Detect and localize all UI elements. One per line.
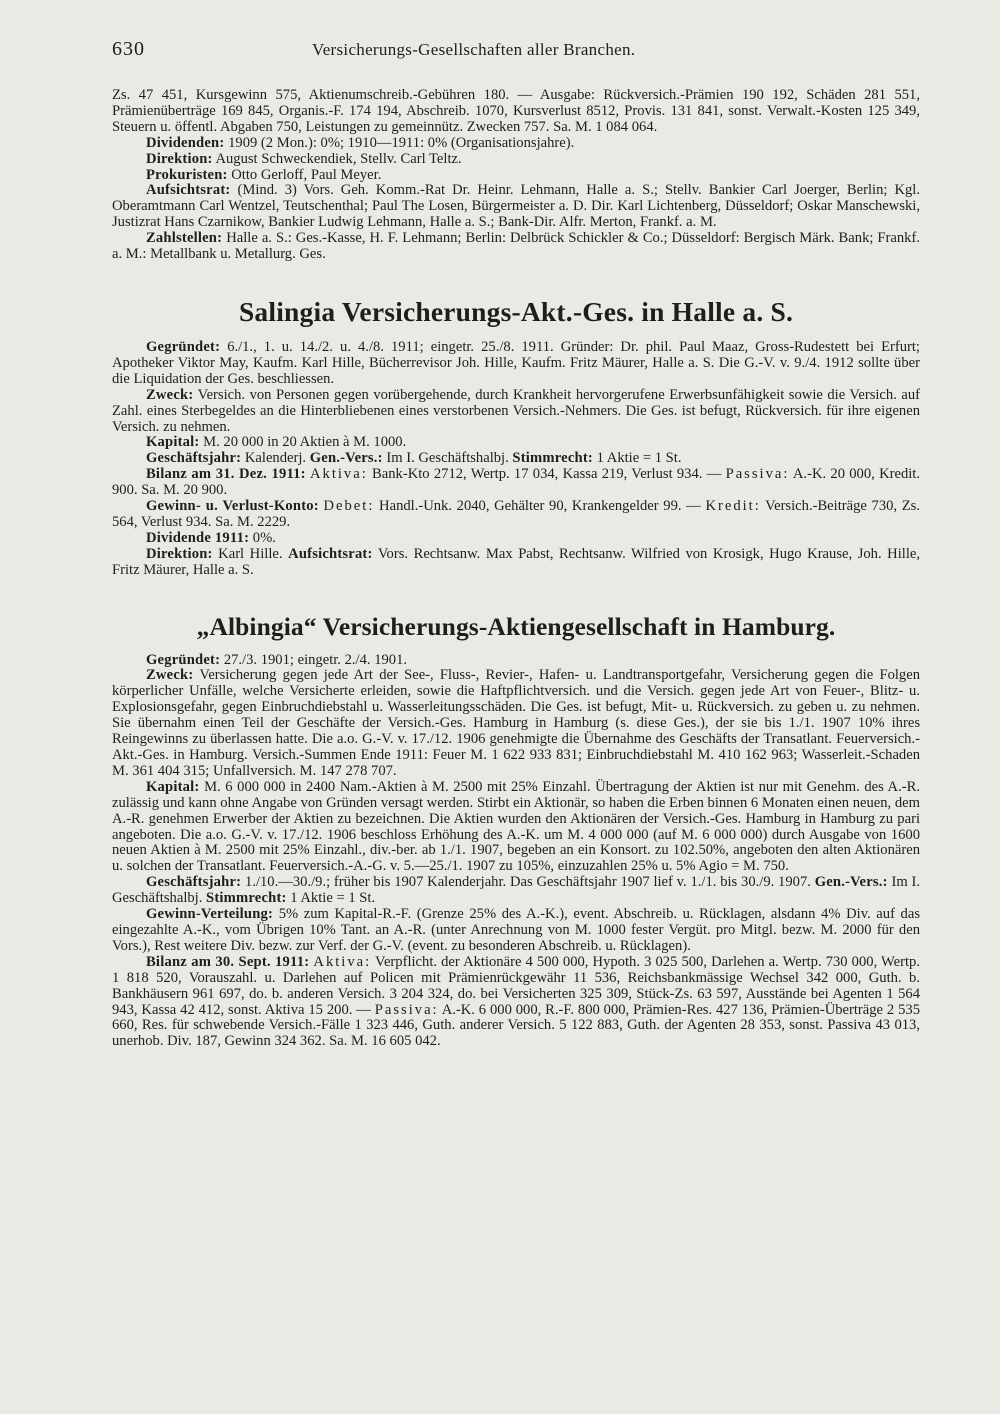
prev-finance-paragraph: Zs. 47 451, Kursgewinn 575, Aktienumschreib.-Gebühren 180. — Ausgabe: Rückversich.-Prämien 190 192, Schäden 281 551, Prämienüberträge 169 845, Organis.-F. 174 194, Abschreib. 1070, Kursverlust 8512, Provis. 131 841, sonst. Verwalt.-Kosten 125 349, Steuern u. öffentl. Abgaben 750, Leistungen zu gemeinnütz. Zwecken 757. Sa. M. 1 084 064. — [112, 87, 920, 135]
albingia-profit-text: 5% zum Kapital-R.-F. (Grenze 25% des A.-K.), event. Abschreib. u. Rücklagen, alsdann 4% Div. auf das eingezahlte A.-K., vom Übrigen 10% Tant. an A.-R. (unter Anrechnung von M. 1000 fester Vergüt. pro Mitgl. bezw. M. 2000 für den Vors.), Rest weitere Div. bezw. zur Verf. der G.-V. (event. zu besonderen Abschreib. u. Rücklagen). — [112, 906, 920, 954]
albingia-capital-text: M. 6 000 000 in 2400 Nam.-Aktien à M. 2500 mit 25% Einzahl. Übertragung der Aktien ist nur mit Genehm. des A.-R. zulässig und kann ohne Angabe von Gründen versagt werden. Stirbt ein Aktionär, so haben die Erben binnen 6 Monaten einen neuen, dem A.-R. genehmen Erwerber der Aktien zu bezeichnen. Die Aktien wurden den Aktionären der Versich.-Ges. Hamburg in Hamburg zu pari angeboten. Die a.o. G.-V. v. 17./12. 1906 beschloss Erhöhung des A.-K. um M. 4 000 000 (auf M. 6 000 000) durch Ausgabe von 1600 neuen Aktien à M. 2500 mit 25% Einzahl., div.-ber. ab 1./1. 1907, begeben an ein Konsort. zu 102.50%, angeboten den alten Aktionären u. solchen der Transatlant. Feuerversich.-A.-G. v. 5.—25./1. 1907 zu 105%, einzuzahlen 25% u. 5% Agio = M. 750. — [112, 778, 920, 875]
prev-prokuristen-label: Prokuristen: — [146, 166, 228, 183]
salingia-direction-text: Karl Hille. — [218, 545, 283, 562]
salingia-fiscal-text: Kalenderj. — [244, 450, 307, 467]
salingia-board-text: Vors. Rechtsanw. Max Pabst, Rechtsanw. Wilfried von Krosigk, Hugo Krause, Joh. Hille, Fritz Mäurer, Halle a. S. — [112, 545, 921, 578]
salingia-purpose-text: Versich. von Personen gegen vorübergehende, durch Krankheit hervorgerufene Erwerbsunfähigkeit sowie die Versich. auf Zahl. eines Sterbegeldes an die Hinterbliebenen eines verstorbenen Versich.-Nehmers. Die Ges. ist befugt, Rückversich. für ihre eigenen Versich. zu nehmen. — [112, 386, 920, 435]
prev-prokuristen-paragraph — [112, 168, 920, 184]
salingia-debit-text: Handl.-Unk. 2040, Gehälter 90, Krankengelder 99. — [379, 498, 682, 515]
albingia-vote-text: 1 Aktie = 1 St. — [290, 890, 376, 907]
salingia-balance-paragraph: Bilanz am 31. Dez. 1911: Aktiva: Bank-Kto 2712, Wertp. 17 034, Kassa 219, Verlust 934. — Passiva: A.-K. 20 000, Kredit. 900. Sa. M. 20 900. — [112, 466, 921, 499]
salingia-pl-label: Gewinn- u. Verlust-Konto: — [146, 498, 319, 515]
albingia-liabilities-label: Passiva: — [374, 1001, 439, 1018]
albingia-fiscal-label: Geschäftsjahr: — [146, 874, 242, 891]
albingia-gv-text: Im I. Geschäftshalbj. — [112, 874, 920, 907]
albingia-profit-paragraph — [112, 907, 920, 955]
salingia-fiscal-label: Geschäftsjahr: — [146, 450, 242, 467]
albingia-title: „Albingia“ Versicherungs-Aktiengesellschaft in Hamburg. — [196, 611, 836, 641]
salingia-capital-paragraph — [112, 435, 920, 451]
salingia-dividend-paragraph — [112, 531, 920, 547]
salingia-gv-label: Gen.-Vers.: — [309, 450, 383, 467]
prev-prokuristen-text: Otto Gerloff, Paul Meyer. — [231, 166, 382, 183]
salingia-capital-text: M. 20 000 in 20 Aktien à M. 1000. — [203, 434, 407, 451]
albingia-capital-label: Kapital: — [146, 778, 200, 795]
salingia-title: Salingia Versicherungs-Akt.-Ges. in Halle a. S. — [238, 295, 794, 327]
salingia-liabilities-label: Passiva: — [725, 466, 790, 483]
salingia-capital-label: Kapital: — [146, 434, 200, 451]
salingia-assets-label: Aktiva: — [309, 466, 368, 483]
albingia-purpose-label: Zweck: — [146, 667, 194, 684]
salingia-founded-label: Gegründet: — [146, 338, 221, 355]
salingia-founded-text: 6./1., 1. u. 14./2. u. 4./8. 1911; eingetr. 25./8. 1911. Gründer: Dr. phil. Paul Maaz, Gross-Rudestett bei Erfurt; Apotheker Viktor May, Kaufm. Karl Hille, Bücherrevisor Joh. Hille, Kaufm. Fritz Mäurer, Halle a. S. Die G.-V. v. 9./4. 1912 sollte über die Liquidation der Ges. beschliessen. — [112, 338, 920, 387]
salingia-gv-text: Im I. Geschäftshalbj. — [386, 450, 509, 467]
prev-paying-agents-text: Halle a. S.: Ges.-Kasse, H. F. Lehmann; Berlin: Delbrück Schickler & Co.; Düsseldorf: Bergisch Märk. Bank; Frankf. a. M.: Metallbank u. Metallurg. Ges. — [112, 230, 920, 263]
prev-direction-paragraph — [112, 152, 920, 168]
salingia-dividend-label: Dividende 1911: — [146, 529, 250, 546]
page-number: 630 — [112, 38, 145, 60]
salingia-direction-label: Direktion: — [146, 545, 213, 562]
prev-dividends-text: 1909 (2 Mon.): 0%; 1910—1911: 0% (Organisationsjahre). — [228, 134, 575, 151]
salingia-vote-label: Stimmrecht: — [512, 450, 593, 467]
salingia-dividend-text: 0%. — [252, 529, 276, 546]
prev-direction-label: Direktion: — [146, 150, 213, 167]
albingia-purpose-text: Versicherung gegen jede Art der See-, Fluss-, Revier-, Hafen- u. Landtransportgefahr, Versicherung gegen die Folgen körperlicher Unfälle, welche Versicherte erleiden, sowie die Haftpflichtversich. und die Versich. gegen jede Art von Feuer-, Blitz- u. Explosionsgefahr, gegen Einbruchdiebstahl u. Wasserleitungsschäden. Die Ges. ist befugt, Mit- u. Rückversich. zu geben u. zu nehmen. Sie übernahm einen Teil der Geschäfte der Versich.-Ges. Hamburg in Hamburg (s. diese Ges.), der sie bis 1./1. 1907 10% ihres Reingewinns zu überlassen hatte. Die a.o. G.-V. v. 17./12. 1906 genehmigte die Übernahme des Geschäfts der Transatlant. Feuerversich.-Akt.-Ges. in Hamburg. Versich.-Summen Ende 1911: Feuer M. 1 622 933 831; Einbruchdiebstahl M. 410 162 963; Wasserleit.-Schaden M. 361 404 315; Unfallversich. M. 147 278 707. — [112, 667, 920, 779]
prev-board-text: (Mind. 3) Vors. Geh. Komm.-Rat Dr. Heinr. Lehmann, Halle a. S.; Stellv. Bankier Carl Joerger, Berlin; Kgl. Oberamtmann Carl Wentzel, Teutschenthal; Paul The Losen, Bürgermeister a. D. Dir. Karl Lichtenberg, Düsseldorf; Oskar Manschewski, Justizrat Hans Czarnikow, Bankier Ludwig Lehmann, Halle a. S.; Bank-Dir. Alfr. Merton, Frankf. a. M. — [112, 182, 920, 231]
salingia-credit-label: Kredit: — [705, 498, 761, 515]
albingia-founded-label: Gegründet: — [146, 651, 221, 668]
salingia-purpose-paragraph — [112, 388, 920, 436]
albingia-gv-label: Gen.-Vers.: — [814, 874, 888, 891]
albingia-balance-label: Bilanz am 30. Sept. 1911: — [146, 953, 310, 970]
prev-direction-text: August Schweckendiek, Stellv. Carl Teltz. — [215, 150, 462, 167]
prev-dividends-label: Dividenden: — [146, 134, 225, 151]
albingia-vote-label: Stimmrecht: — [206, 890, 287, 907]
salingia-purpose-label: Zweck: — [146, 386, 194, 403]
salingia-vote-text: 1 Aktie = 1 St. — [596, 450, 682, 467]
salingia-liabilities-text: A.-K. 20 000, Kredit. 900. Sa. M. 20 900. — [112, 466, 921, 499]
albingia-capital-paragraph — [112, 780, 920, 875]
salingia-pl-paragraph: Gewinn- u. Verlust-Konto: Debet: Handl.-Unk. 2040, Gehälter 90, Krankengelder 99. — Kredit: Versich.-Beiträge 730, Zs. 564, Verlust 934. Sa. M. 2229. — [112, 498, 920, 530]
prev-board-paragraph — [112, 183, 920, 231]
albingia-profit-label: Gewinn-Verteilung: — [146, 906, 274, 923]
salingia-direction-paragraph — [112, 547, 920, 579]
salingia-fiscal-paragraph — [112, 451, 920, 467]
albingia-liabilities-text: A.-K. 6 000 000, R.-F. 800 000, Prämien-Res. 427 136, Prämien-Überträge 2 535 660, Res. für schwebende Versich.-Fälle 1 323 446, Guth. anderer Versich. 5 122 883, Guth. der Agenten 28 353, sonst. Passiva 43 013, unerhob. Div. 187, Gewinn 324 362. Sa. M. 16 605 042. — [112, 1001, 920, 1050]
prev-paying-agents-label: Zahlstellen: — [146, 230, 223, 247]
albingia-fiscal-paragraph — [112, 875, 920, 907]
prev-paying-agents-paragraph — [112, 231, 920, 263]
albingia-balance-paragraph: Bilanz am 30. Sept. 1911: Aktiva: Verpflicht. der Aktionäre 4 500 000, Hypoth. 3 025 500, Darlehen a. Wertp. 730 000, Wertp. 1 818 520, Vorauszahl. u. Darlehen auf Policen mit Prämienrückgewähr 11 536, Reichsbankmässige Wechsel 342 000, Guth. b. Bankhäusern 961 697, do. b. anderen Versich. 3 204 324, do. bei Versicherten 325 309, Stück-Zs. 63 597, Ausstände bei Agenten 1 564 943, Kassa 42 412, sonst. Aktiva 15 200. — Passiva: A.-K. 6 000 000, R.-F. 800 000, Prämien-Res. 427 136, Prämien-Überträge 2 535 660, Res. für schwebende Versich.-Fälle 1 323 446, Guth. anderer Versich. 5 122 883, Guth. der Agenten 28 353, sonst. Passiva 43 013, unerhob. Div. 187, Gewinn 324 362. Sa. M. 16 605 042. — [112, 953, 921, 1050]
salingia-board-label: Aufsichtsrat: — [288, 545, 373, 562]
salingia-credit-text: Versich.-Beiträge 730, Zs. 564, Verlust 934. Sa. M. 2229. — [112, 498, 920, 530]
albingia-assets-label: Aktiva: — [313, 953, 372, 970]
salingia-founded-paragraph — [112, 340, 920, 388]
albingia-founded-text: 27./3. 1901; eingetr. 2./4. 1901. — [223, 651, 408, 668]
running-title: Versicherungs-Gesellschaften aller Branchen. — [312, 40, 636, 59]
prev-dividends-paragraph — [112, 136, 920, 152]
running-head — [112, 38, 912, 64]
salingia-balance-label: Bilanz am 31. Dez. 1911: — [146, 466, 306, 483]
salingia-debit-label: Debet: — [323, 498, 375, 515]
albingia-purpose-paragraph — [112, 668, 920, 779]
albingia-founded-paragraph — [112, 653, 920, 669]
text-column — [112, 88, 920, 1050]
albingia-fiscal-text: 1./10.—30./9.; früher bis 1907 Kalenderjahr. Das Geschäftsjahr 1907 lief v. 1./1. bis 30./9. 1907. — [245, 874, 811, 891]
prev-board-label: Aufsichtsrat: — [146, 182, 231, 199]
albingia-assets-text: Verpflicht. der Aktionäre 4 500 000, Hypoth. 3 025 500, Darlehen a. Wertp. 730 000, Wertp. 1 818 520, Vorauszahl. u. Darlehen auf Policen mit Prämienrückgewähr 11 536, Reichsbankmässige Wechsel 342 000, Guth. b. Bankhäusern 961 697, do. b. anderen Versich. 3 204 324, do. bei Versicherten 325 309, Stück-Zs. 63 597, Ausstände bei Agenten 1 564 943, Kassa 42 412, sonst. Aktiva 15 200. — [112, 953, 921, 1018]
salingia-assets-text: Bank-Kto 2712, Wertp. 17 034, Kassa 219, Verlust 934. — [372, 466, 703, 483]
